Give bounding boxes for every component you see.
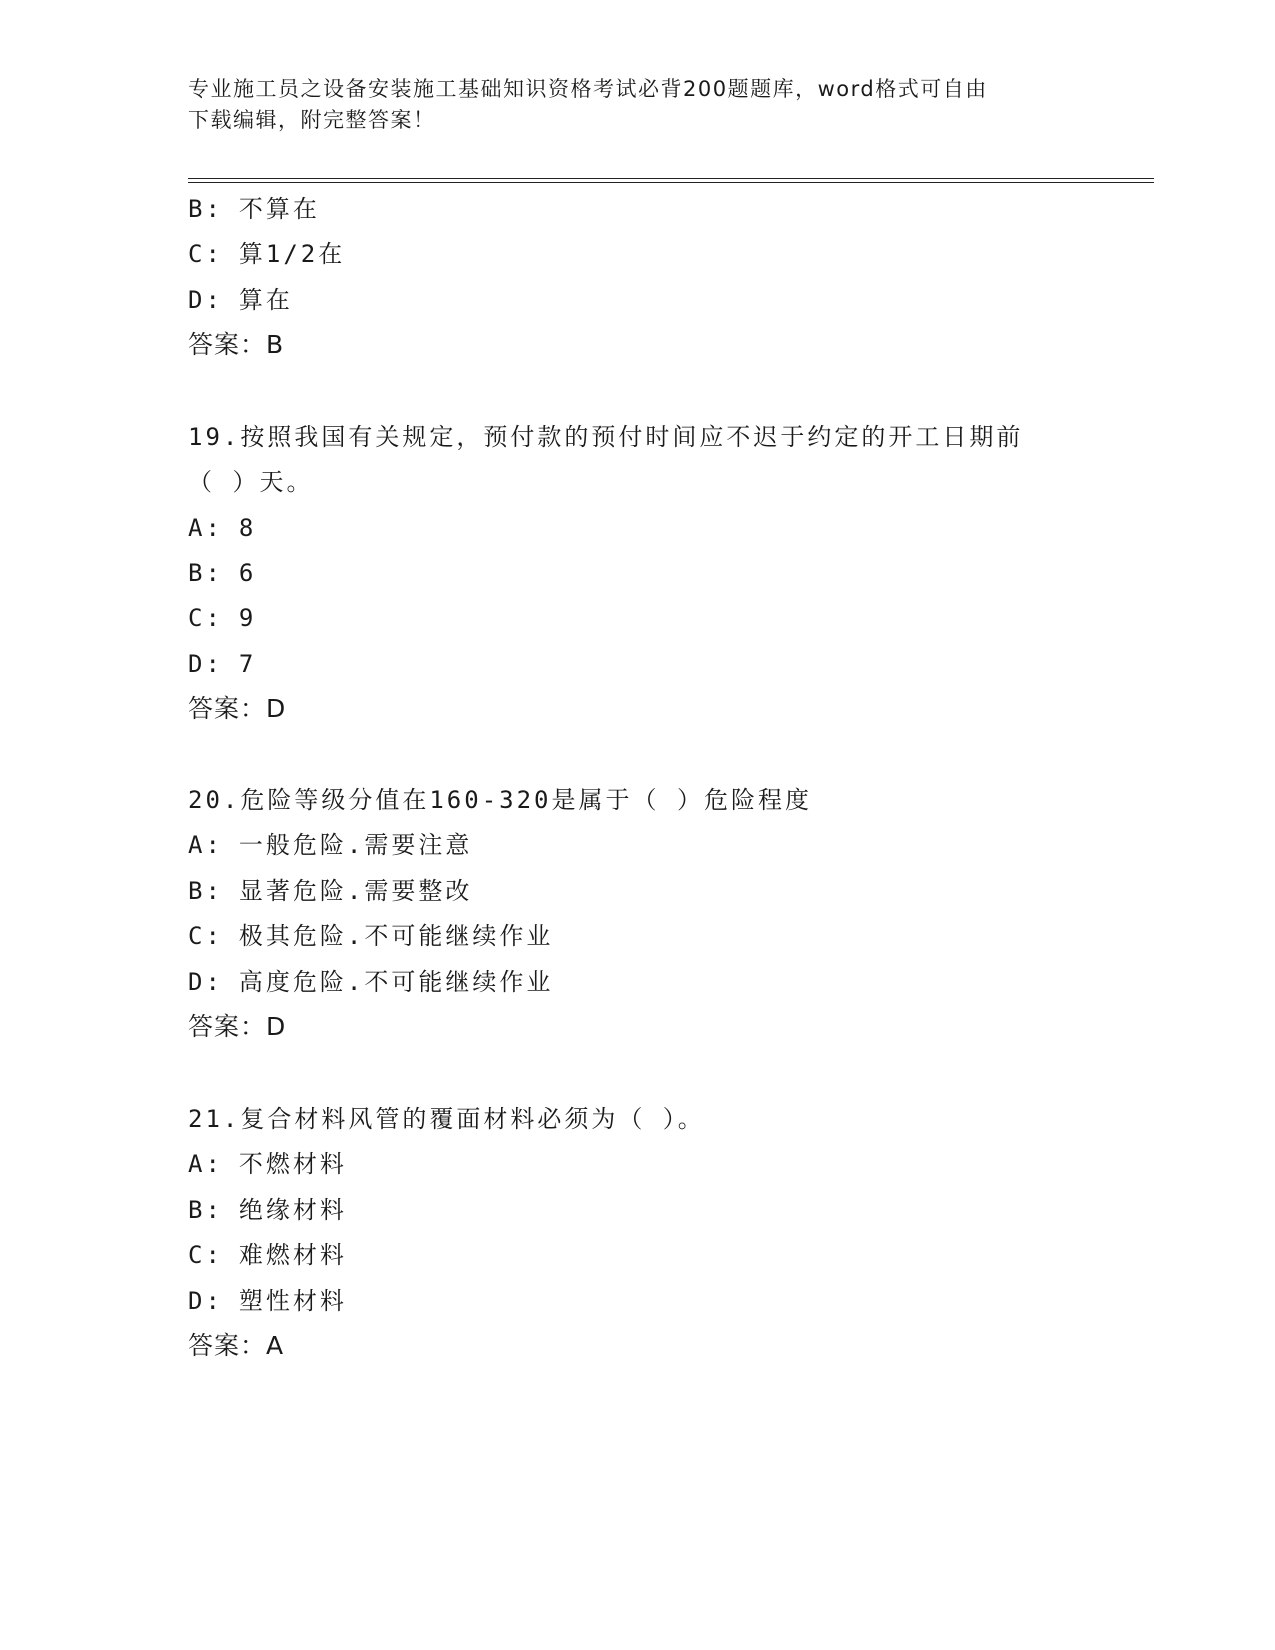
- q18-answer: 答案：B: [188, 330, 285, 359]
- q19-option-d: [188, 648, 256, 680]
- q18-option-c: [188, 238, 345, 270]
- q21-option-b: [188, 1194, 347, 1226]
- option-label: C:: [188, 1241, 223, 1269]
- option-text: 塑性材料: [238, 1287, 347, 1315]
- option-label: B:: [188, 1196, 223, 1224]
- option-label: D:: [188, 286, 223, 314]
- option-text: 不燃材料: [238, 1150, 347, 1178]
- option-text: 不算在: [238, 195, 320, 223]
- q21-option-d: [188, 1285, 347, 1317]
- option-label: D:: [188, 1287, 223, 1315]
- q21-option-a: [188, 1148, 347, 1180]
- option-text: 算1/2在: [238, 240, 346, 268]
- q19-option-a: [188, 512, 256, 544]
- option-text: 9: [238, 604, 257, 632]
- q18-option-b: [188, 193, 320, 225]
- option-text: 算在: [238, 286, 293, 314]
- option-label: A:: [188, 1150, 223, 1178]
- q19-option-c: [188, 602, 256, 634]
- q21-option-c: [188, 1239, 347, 1271]
- q19-option-b: [188, 557, 256, 589]
- header-line-1: 专业施工员之设备安装施工基础知识资格考试必背200题题库，word格式可自由: [188, 77, 988, 101]
- option-text: 显著危险.需要整改: [238, 877, 473, 905]
- option-label: C:: [188, 240, 223, 268]
- q19-question-line-1: 19.按照我国有关规定，预付款的预付时间应不迟于约定的开工日期前: [188, 423, 1024, 451]
- option-label: A:: [188, 831, 223, 859]
- q19-answer: 答案：D: [188, 694, 287, 723]
- option-label: C:: [188, 604, 223, 632]
- q20-option-a: [188, 829, 472, 861]
- q20-answer: 答案：D: [188, 1012, 287, 1041]
- option-label: B:: [188, 559, 223, 587]
- q20-option-c: [188, 920, 553, 952]
- q20-option-d: [188, 966, 553, 998]
- option-label: B:: [188, 877, 223, 905]
- q21-question: 21.复合材料风管的覆面材料必须为（ ）。: [188, 1105, 705, 1133]
- option-text: 难燃材料: [238, 1241, 347, 1269]
- q21-answer: 答案：A: [188, 1331, 285, 1360]
- option-text: 绝缘材料: [238, 1196, 347, 1224]
- option-label: D:: [188, 968, 223, 996]
- q20-option-b: [188, 875, 472, 907]
- q20-question: 20.危险等级分值在160-320是属于（ ）危险程度: [188, 786, 812, 814]
- document-header: [188, 74, 1068, 136]
- header-line-2: 下载编辑，附完整答案！: [188, 108, 436, 132]
- q19-question-line-2: （ ）天。: [188, 468, 314, 496]
- option-label: A:: [188, 514, 223, 542]
- option-text: 8: [238, 514, 257, 542]
- option-label: D:: [188, 650, 223, 678]
- option-text: 极其危险.不可能继续作业: [238, 922, 554, 950]
- option-text: 一般危险.需要注意: [238, 831, 473, 859]
- option-text: 7: [238, 650, 257, 678]
- q18-option-d: [188, 284, 293, 316]
- option-label: B:: [188, 195, 223, 223]
- option-text: 6: [238, 559, 257, 587]
- option-text: 高度危险.不可能继续作业: [238, 968, 554, 996]
- header-rule-top: [188, 178, 1154, 179]
- header-rule-bottom: [188, 182, 1154, 183]
- option-label: C:: [188, 922, 223, 950]
